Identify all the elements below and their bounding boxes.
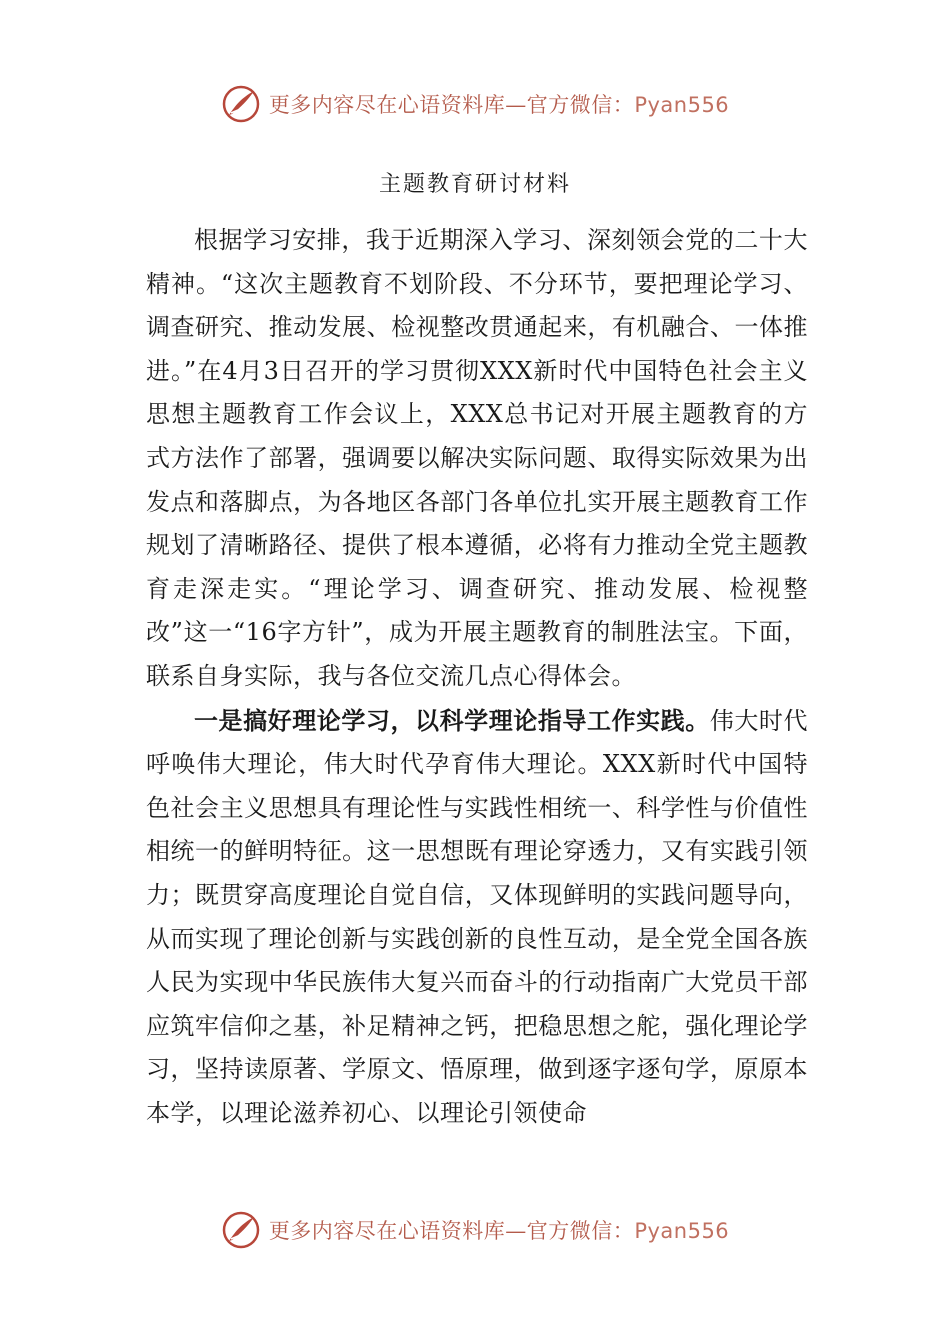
header-banner [0, 82, 950, 126]
paragraph-text: 根据学习安排，我于近期深入学习、深刻领会党的二十大精神。“这次主题教育不划阶段、不分环节，要把理论学习、调查研究、推动发展、检视整改贯通起来，有机融合、一体推进。”在4月3日召开的学习贯彻XXX新时代中国特色社会主义思想主题教育工作会议上，XXX总书记对开展主题教育的方式方法作了部署，强调要以解决实际问题、取得实际效果为出发点和落脚点，为各地区各部门各单位扎实开展主题教育工作规划了清晰路径、提供了根本遵循，必将有力推动全党主题教育走深走实。“理论学习、调查研究、推动发展、检视整改”这一“16字方针”，成为开展主题教育的制胜法宝。下面，联系自身实际，我与各位交流几点心得体会。 [146, 226, 808, 690]
pen-logo-icon [221, 84, 261, 124]
paragraph-lead: 一是搞好理论学习，以科学理论指导工作实践。 [194, 705, 710, 735]
paragraph-point-one [146, 699, 808, 1136]
document-body [146, 219, 808, 1135]
banner-text: 更多内容尽在心语资料库—官方微信：Pyan556 [268, 93, 730, 117]
banner-text: 更多内容尽在心语资料库—官方微信：Pyan556 [268, 1219, 730, 1243]
banner-wechat-id: Pyan556 [634, 1219, 730, 1243]
pen-logo-icon [221, 1210, 261, 1250]
paragraph-text: 伟大时代呼唤伟大理论，伟大时代孕育伟大理论。XXX新时代中国特色社会主义思想具有理论性与实践性相统一、科学性与价值性相统一的鲜明特征。这一思想既有理论穿透力，又有实践引领力；既贯穿高度理论自觉自信，又体现鲜明的实践问题导向，从而实现了理论创新与实践创新的良性互动，是全党全国各族人民为实现中华民族伟大复兴而奋斗的行动指南广大党员干部应筑牢信仰之基，补足精神之钙，把稳思想之舵，强化理论学习，坚持读原著、学原文、悟原理，做到逐字逐句学，原原本本学，以理论滋养初心、以理论引领使命 [146, 706, 808, 1127]
footer-banner [0, 1208, 950, 1252]
document-title: 主题教育研讨材料 [378, 172, 571, 197]
paragraph-intro [146, 219, 808, 699]
banner-wechat-id: Pyan556 [634, 93, 730, 117]
